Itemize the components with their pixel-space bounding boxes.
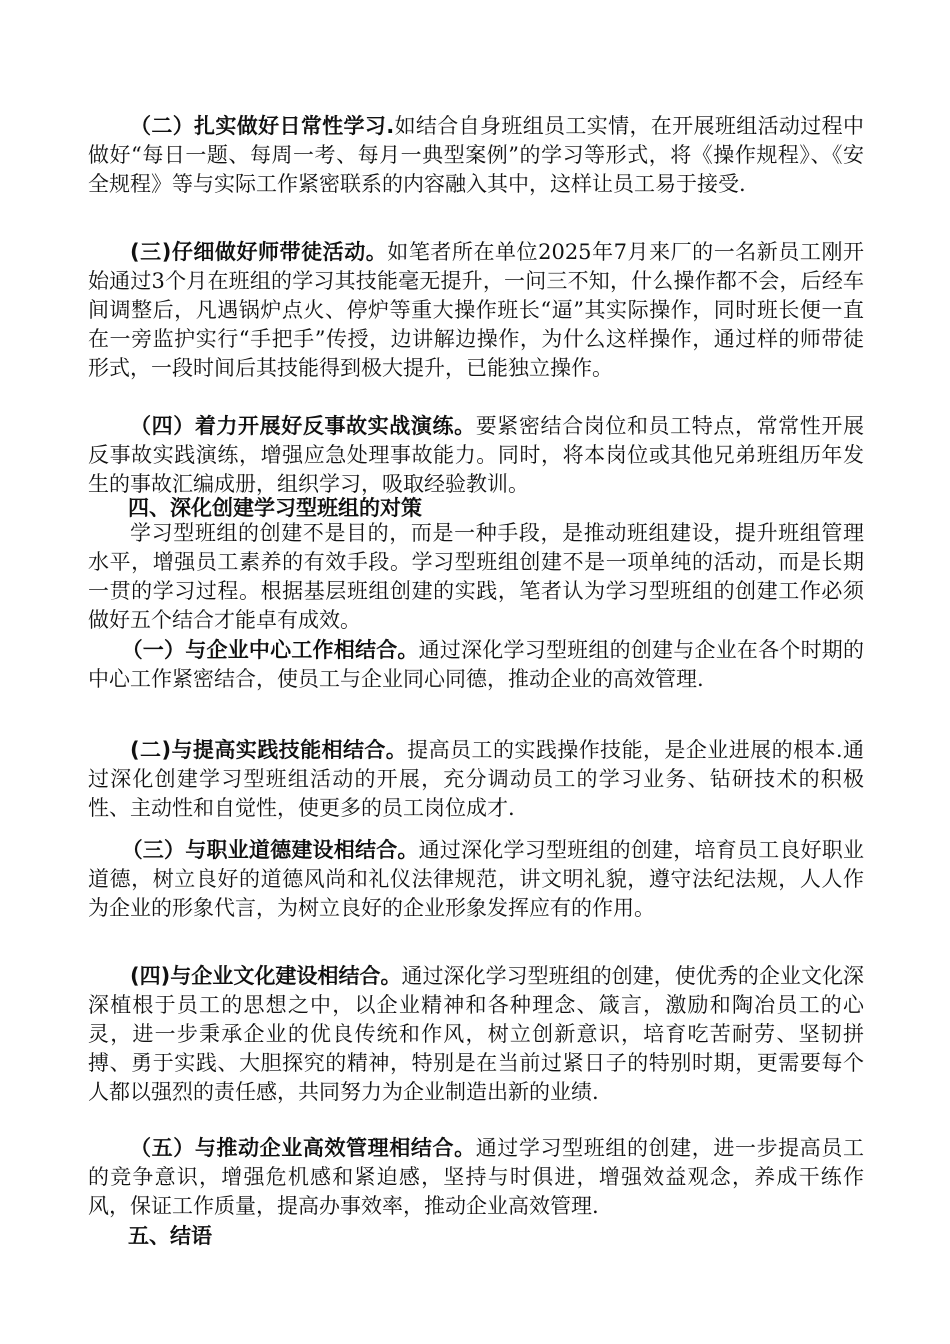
paragraph-lead: （二）扎实做好日常性学习.	[130, 114, 395, 138]
paragraph-core-work	[88, 636, 864, 694]
paragraph-body: 通过深化学习型班组的创建与企业在各个时期的中心工作紧密结合，使员工与企业同心同德，推动企业的高效管理.	[88, 638, 865, 691]
paragraph-body: 学习型班组的创建不是目的，而是一种手段，是推动班组建设，提升班组管理水平，增强员工素养的有效手段。学习型班组创建不是一项单纯的活动，而是长期一贯的学习过程。根据基层班组创建的实践，笔者认为学习型班组的创建工作必须做好五个结合才能卓有成效。	[88, 521, 864, 632]
paragraph-body: 通过深化学习型班组的创建，培育员工良好职业道德，树立良好的道德风尚和礼仪法律规范，讲文明礼貌，遵守法纪法规，人人作为企业的形象代言，为树立良好的企业形象发挥应有的作用。	[88, 838, 865, 920]
section-heading-four: 四、深化创建学习型班组的对策	[128, 496, 422, 520]
paragraph-body: 通过深化学习型班组的创建，使优秀的企业文化深深植根于员工的思想之中，以企业精神和各种理念、箴言，激励和陶冶员工的心灵，进一步秉承企业的优良传统和作风，树立创新意识，培育吃苦耐劳、坚韧拼搏、勇于实践、大胆探究的精神，特别是在当前过紧日子的特别时期，更需要每个人都以强烈的责任感，共同努力为企业制造出新的业绩.	[88, 964, 864, 1104]
paragraph-lead: (四)与企业文化建设相结合。	[130, 964, 402, 988]
paragraph-lead: （三）与职业道德建设相结合。	[121, 838, 419, 862]
paragraph-efficient-management	[88, 1134, 864, 1221]
paragraph-body: 提高员工的实践操作技能，是企业进展的根本.通过深化创建学习型班组活动的开展，充分调动员工的学习业务、钻研技术的积极性、主动性和自觉性，使更多的员工岗位成才.	[88, 738, 864, 820]
paragraph-intro-five-combinations	[88, 519, 864, 635]
paragraph-lead: （五）与推动企业高效管理相结合。	[130, 1136, 476, 1160]
paragraph-corporate-culture	[88, 962, 864, 1107]
paragraph-body: 如笔者所在单位2025年7月来厂的一名新员工刚开始通过3个月在班组的学习其技能毫无提升，一问三不知，什么操作都不会，后经车间调整后，凡遇锅炉点火、停炉等重大操作班长“逼”其实际操作，同时班长便一直在一旁监护实行“手把手”传授，边讲解边操作，为什么这样操作，通过样的师带徒形式，一段时间后其技能得到极大提升，已能独立操作。	[88, 240, 864, 380]
section-heading-five: 五、结语	[128, 1224, 212, 1248]
paragraph-body: 如结合自身班组员工实情，在开展班组活动过程中做好“每日一题、每周一考、每月一典型案例”的学习等形式，将《操作规程》、《安全规程》等与实际工作紧密联系的内容融入其中，这样让员工易于接受.	[88, 114, 864, 196]
paragraph-lead: (二)与提高实践技能相结合。	[130, 738, 408, 762]
paragraph-drill	[88, 412, 864, 499]
paragraph-lead: (三)仔细做好师带徒活动。	[130, 240, 388, 264]
paragraph-lead: （一）与企业中心工作相结合。	[121, 638, 419, 662]
paragraph-body: 通过学习型班组的创建，进一步提高员工的竞争意识，增强危机感和紧迫感，坚持与时俱进，增强效益观念，养成干练作风，保证工作质量，提高办事效率，推动企业高效管理.	[88, 1136, 865, 1218]
paragraph-daily-learning	[88, 112, 864, 199]
paragraph-lead: （四）着力开展好反事故实战演练。	[130, 414, 476, 438]
paragraph-mentorship	[88, 238, 864, 383]
paragraph-practical-skills	[88, 736, 864, 823]
paragraph-professional-ethics	[88, 836, 864, 923]
paragraph-body: 要紧密结合岗位和员工特点，常常性开展反事故实践演练，增强应急处理事故能力。同时，将本岗位或其他兄弟班组历年发生的事故汇编成册，组织学习，吸取经验教训。	[88, 414, 865, 496]
